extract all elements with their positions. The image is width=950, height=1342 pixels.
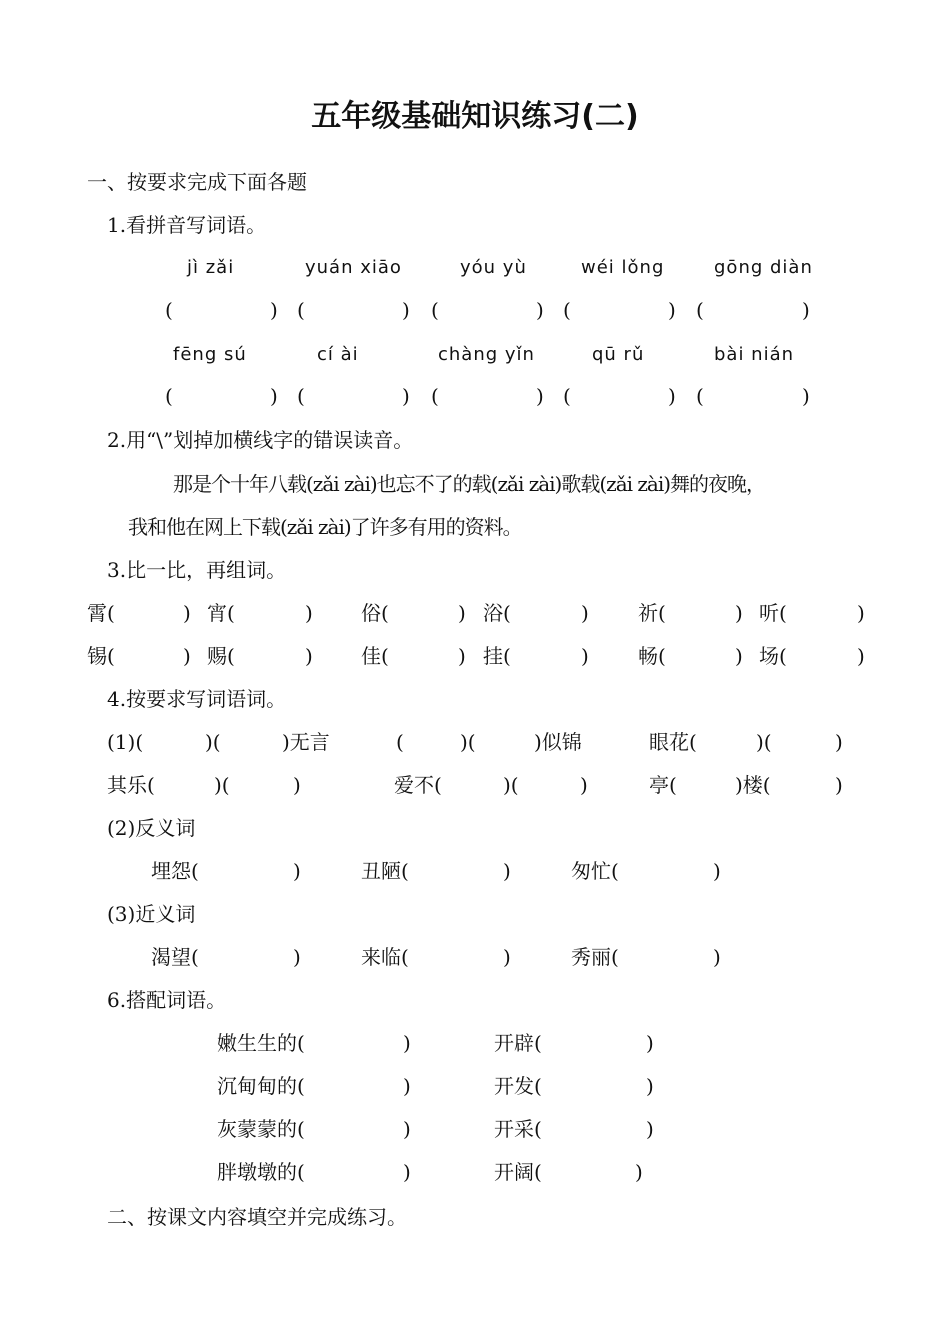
collocation-left: 灰蒙蒙的(: [217, 1117, 305, 1141]
pinyin-item: cí ài: [317, 344, 359, 365]
collocation-left: 胖墩墩的(: [217, 1160, 305, 1184]
compare-char: 浴(: [483, 601, 511, 625]
compare-char: 锡(: [87, 644, 115, 668]
idiom-part: ): [835, 730, 843, 754]
idiom-part: (: [396, 730, 404, 754]
bracket-close: ): [802, 298, 810, 322]
pinyin-item: qū rǔ: [592, 344, 645, 365]
compare-char: 霄(: [87, 601, 115, 625]
q2-sentence-line-2: 我和他在网上下载(zǎi zài)了许多有用的资料。: [128, 515, 522, 539]
idiom-part: ): [835, 773, 843, 797]
bracket-close: ): [183, 601, 191, 625]
bracket-close: ): [402, 384, 410, 408]
bracket-close: ): [802, 384, 810, 408]
pinyin-item: bài nián: [714, 344, 795, 365]
q2-label: 2.用“\”划掉加横线字的错误读音。: [107, 428, 414, 452]
bracket-close: ): [581, 644, 589, 668]
bracket-open: (: [165, 384, 173, 408]
compare-char: 宵(: [207, 601, 235, 625]
idiom-part: )(: [214, 773, 230, 797]
bracket-close: ): [403, 1160, 411, 1184]
bracket-close: ): [183, 644, 191, 668]
bracket-open: (: [563, 384, 571, 408]
bracket-close: ): [293, 945, 301, 969]
compare-char: 佳(: [361, 644, 389, 668]
bracket-close: ): [403, 1031, 411, 1055]
pinyin-item: jì zǎi: [187, 257, 235, 278]
bracket-close: ): [581, 601, 589, 625]
antonym-word: 丑陋(: [361, 859, 409, 883]
bracket-close: ): [735, 644, 743, 668]
bracket-open: (: [563, 298, 571, 322]
antonym-label: (2)反义词: [107, 816, 196, 840]
bracket-close: ): [270, 298, 278, 322]
idiom-part: 爱不(: [394, 773, 442, 797]
page-title: 五年级基础知识练习(二): [311, 99, 639, 134]
q6-label: 6.搭配词语。: [107, 988, 227, 1012]
idiom-part: )(: [205, 730, 221, 754]
bracket-close: ): [857, 601, 865, 625]
collocation-right: 开阔(: [494, 1160, 542, 1184]
compare-char: 挂(: [483, 644, 511, 668]
collocation-right: 开辟(: [494, 1031, 542, 1055]
bracket-close: ): [735, 601, 743, 625]
bracket-close: ): [668, 298, 676, 322]
bracket-close: ): [403, 1117, 411, 1141]
idiom-part: )(: [460, 730, 476, 754]
q3-label: 3.比一比，再组词。: [107, 558, 287, 582]
bracket-close: ): [503, 859, 511, 883]
q4-label: 4.按要求写词语词。: [107, 687, 287, 711]
bracket-close: ): [458, 644, 466, 668]
compare-char: 畅(: [638, 644, 666, 668]
collocation-right: 开发(: [494, 1074, 542, 1098]
idiom-part: )楼(: [735, 773, 771, 797]
compare-char: 听(: [759, 601, 787, 625]
idiom-part: 亭(: [649, 773, 677, 797]
q1-label: 1.看拼音写词语。: [107, 213, 267, 237]
collocation-right: 开采(: [494, 1117, 542, 1141]
bracket-close: ): [305, 644, 313, 668]
bracket-close: ): [668, 384, 676, 408]
bracket-close: ): [536, 384, 544, 408]
synonym-label: (3)近义词: [107, 902, 196, 926]
bracket-open: (: [297, 298, 305, 322]
synonym-word: 渴望(: [151, 945, 199, 969]
compare-char: 场(: [759, 644, 787, 668]
idiom-part: )(: [756, 730, 772, 754]
bracket-open: (: [165, 298, 173, 322]
bracket-close: ): [503, 945, 511, 969]
bracket-open: (: [696, 298, 704, 322]
bracket-close: ): [646, 1074, 654, 1098]
q2-sentence-line-1: 那是个十年八载(zǎi zài)也忘不了的载(zǎi zài)歌载(zǎi zài)舞的夜晚，: [173, 472, 766, 496]
bracket-close: ): [293, 859, 301, 883]
bracket-open: (: [431, 384, 439, 408]
bracket-close: ): [713, 859, 721, 883]
pinyin-item: wéi lǒng: [581, 257, 665, 278]
pinyin-item: fēng sú: [173, 344, 247, 365]
bracket-close: ): [270, 384, 278, 408]
compare-char: 祈(: [638, 601, 666, 625]
bracket-close: ): [458, 601, 466, 625]
idiom-part: 眼花(: [649, 730, 697, 754]
antonym-word: 埋怨(: [151, 859, 199, 883]
idiom-part: ): [580, 773, 588, 797]
pinyin-item: yuán xiāo: [305, 257, 402, 278]
idiom-part: 其乐(: [107, 773, 155, 797]
bracket-open: (: [297, 384, 305, 408]
section-2-heading: 二、按课文内容填空并完成练习。: [107, 1205, 407, 1229]
collocation-left: 嫩生生的(: [217, 1031, 305, 1055]
bracket-close: ): [713, 945, 721, 969]
pinyin-item: chàng yǐn: [438, 344, 535, 365]
bracket-close: ): [635, 1160, 643, 1184]
pinyin-item: gōng diàn: [714, 257, 813, 278]
synonym-word: 秀丽(: [571, 945, 619, 969]
collocation-left: 沉甸甸的(: [217, 1074, 305, 1098]
bracket-close: ): [403, 1074, 411, 1098]
bracket-close: ): [402, 298, 410, 322]
idiom-part: )(: [503, 773, 519, 797]
compare-char: 俗(: [361, 601, 389, 625]
section-1-heading: 一、按要求完成下面各题: [87, 170, 307, 194]
synonym-word: 来临(: [361, 945, 409, 969]
bracket-close: ): [857, 644, 865, 668]
pinyin-item: yóu yù: [460, 257, 527, 278]
bracket-open: (: [696, 384, 704, 408]
antonym-word: 匆忙(: [571, 859, 619, 883]
bracket-close: ): [305, 601, 313, 625]
bracket-close: ): [646, 1117, 654, 1141]
idiom-part: ): [293, 773, 301, 797]
bracket-open: (: [431, 298, 439, 322]
bracket-close: ): [536, 298, 544, 322]
compare-char: 赐(: [207, 644, 235, 668]
idiom-part: (1)(: [107, 730, 144, 754]
idiom-part: )无言: [282, 730, 330, 754]
idiom-part: )似锦: [534, 730, 582, 754]
bracket-close: ): [646, 1031, 654, 1055]
